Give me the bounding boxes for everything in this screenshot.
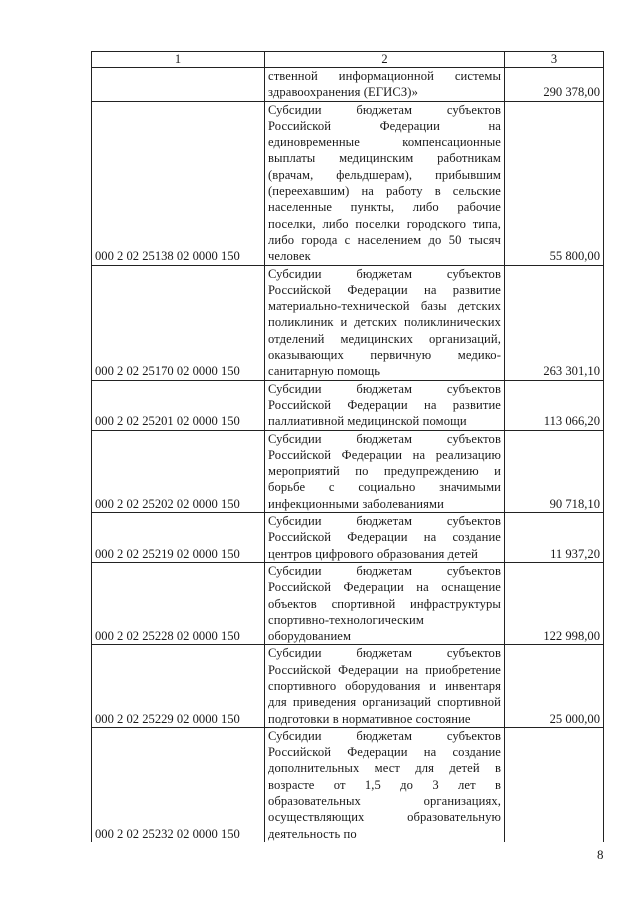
budget-description: Субсидии бюджетам субъектов Российской Федерации на единовременные компенсационные выплаты медицинским работникам (врачам, фельдшерам), прибывшим (переехавшим) на работу в сельские населенные пункты, либо рабочие поселки, либо поселки городского типа, либо города с населением до 50 тысяч человек [265, 101, 505, 265]
budget-code: 000 2 02 25170 02 0000 150 [92, 265, 265, 380]
budget-code: 000 2 02 25202 02 0000 150 [92, 430, 265, 512]
budget-amount: 90 718,10 [505, 430, 604, 512]
budget-amount: 11 937,20 [505, 513, 604, 563]
budget-amount: 263 301,10 [505, 265, 604, 380]
budget-amount: 113 066,20 [505, 380, 604, 430]
budget-description: Субсидии бюджетам субъектов Российской Федерации на создание центров цифрового образования детей [265, 513, 505, 563]
budget-code: 000 2 02 25228 02 0000 150 [92, 562, 265, 644]
budget-description: Субсидии бюджетам субъектов Российской Федерации на оснащение объектов спортивной инфраструктуры спортивно-технологическим оборудованием [265, 562, 505, 644]
column-header-1: 1 [92, 52, 265, 68]
budget-description: Субсидии бюджетам субъектов Российской Федерации на развитие паллиативной медицинской помощи [265, 380, 505, 430]
page-number: 8 [597, 847, 604, 862]
column-header-2: 2 [265, 52, 505, 68]
budget-amount: 25 000,00 [505, 645, 604, 727]
budget-description: Субсидии бюджетам субъектов Российской Федерации на приобретение спортивного оборудования и инвентаря для приведения организаций спортивной подготовки в нормативное состояние [265, 645, 505, 727]
budget-code: 000 2 02 25232 02 0000 150 [92, 727, 265, 842]
budget-description: Субсидии бюджетам субъектов Российской Федерации на создание дополнительных мест для детей в возрасте от 1,5 до 3 лет в образовательных организациях, осуществляющих образовательную деятельность по [265, 727, 505, 842]
table-row [92, 727, 604, 842]
budget-amount [505, 727, 604, 842]
budget-amount: 55 800,00 [505, 101, 604, 265]
table-header-row [92, 52, 604, 68]
table-row [92, 513, 604, 563]
budget-amount: 290 378,00 [505, 68, 604, 102]
budget-description: ственной информационной системы здравоохранения (ЕГИСЗ)» [265, 68, 505, 102]
budget-code: 000 2 02 25201 02 0000 150 [92, 380, 265, 430]
budget-code: 000 2 02 25138 02 0000 150 [92, 101, 265, 265]
budget-description: Субсидии бюджетам субъектов Российской Федерации на развитие материально-технической базы детских поликлиник и детских поликлинических отделений медицинских организаций, оказывающих первичную медико-санитарную помощь [265, 265, 505, 380]
budget-code: 000 2 02 25229 02 0000 150 [92, 645, 265, 727]
budget-amount: 122 998,00 [505, 562, 604, 644]
budget-code [92, 68, 265, 102]
table-row [92, 562, 604, 644]
table-row [92, 645, 604, 727]
budget-code: 000 2 02 25219 02 0000 150 [92, 513, 265, 563]
table-row [92, 380, 604, 430]
table-row [92, 430, 604, 512]
budget-table [91, 51, 604, 842]
table-row [92, 265, 604, 380]
table-row-continuation [92, 68, 604, 102]
column-header-3: 3 [505, 52, 604, 68]
budget-description: Субсидии бюджетам субъектов Российской Федерации на реализацию мероприятий по предупреждению и борьбе с социально значимыми инфекционными заболеваниями [265, 430, 505, 512]
table-row [92, 101, 604, 265]
